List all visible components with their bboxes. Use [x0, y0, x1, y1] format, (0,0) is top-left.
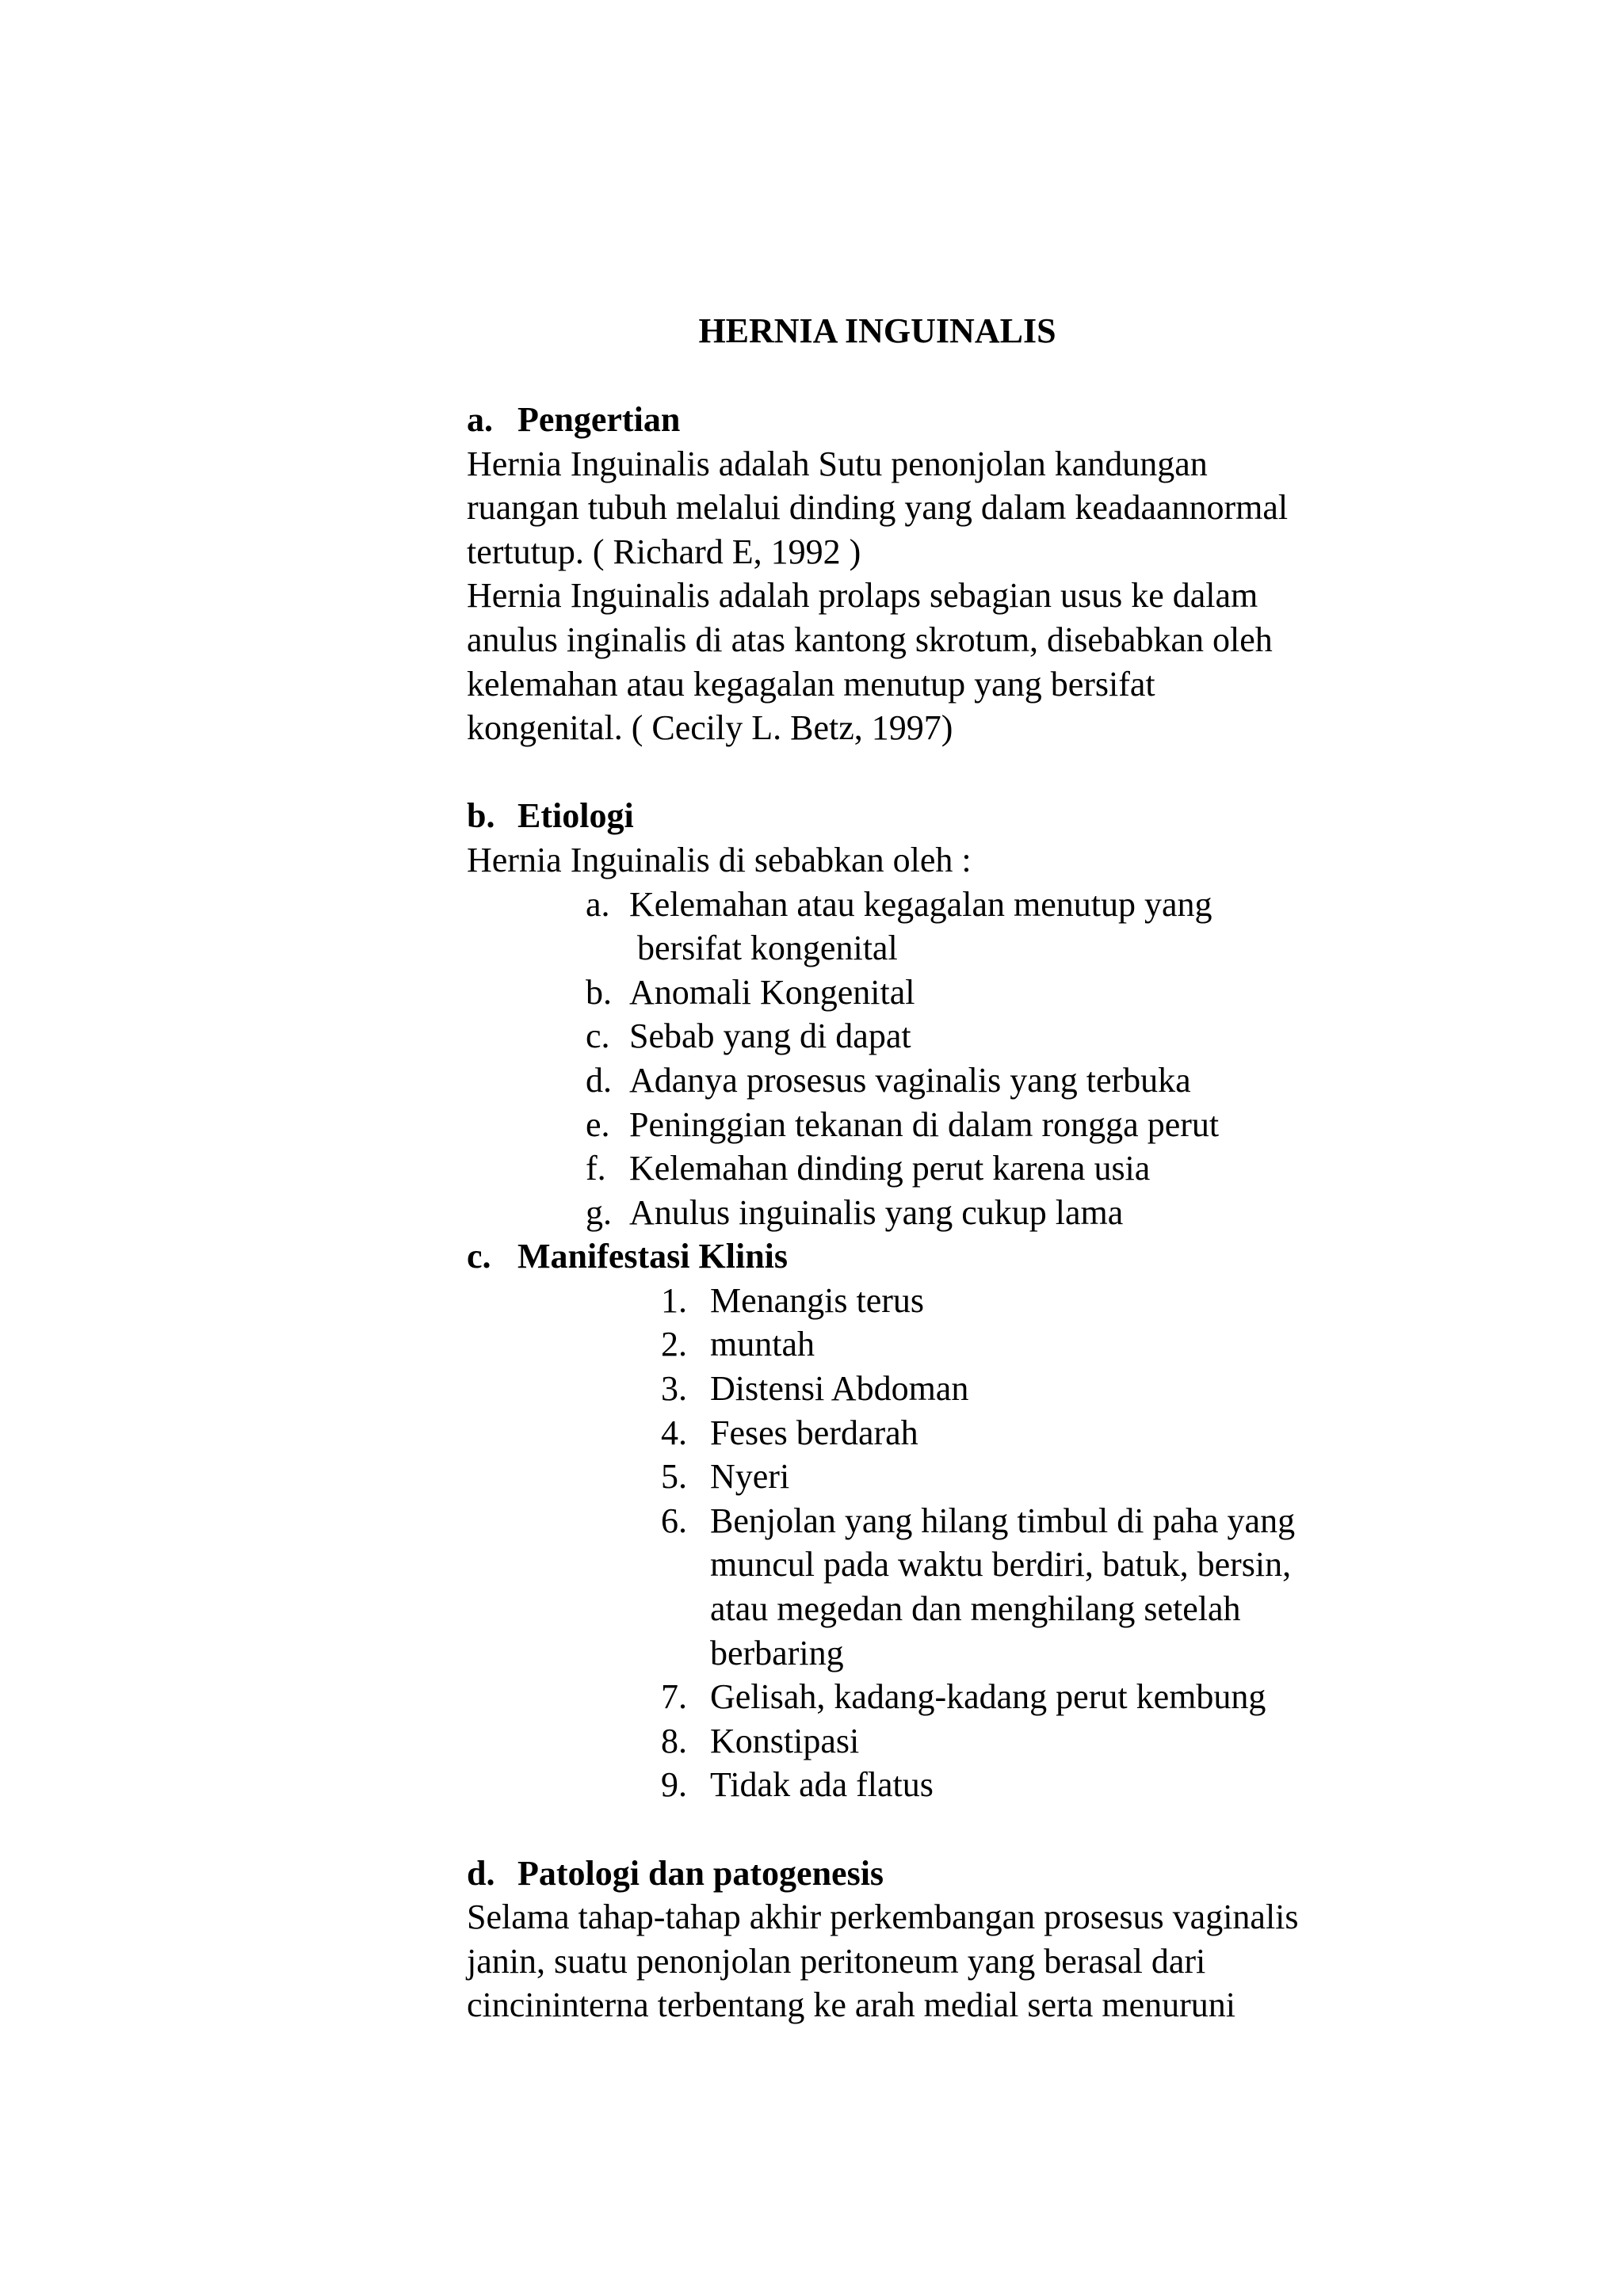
- list-marker: 4.: [661, 1413, 687, 1452]
- list-item: [467, 1322, 1418, 1367]
- list-marker: 6.: [661, 1501, 687, 1540]
- list-item-text: Feses berdarah: [710, 1413, 918, 1452]
- section-heading-text: Patologi dan patogenesis: [517, 1853, 884, 1893]
- list-item-continuation: berbaring: [710, 1633, 844, 1672]
- list-marker: 8.: [661, 1721, 687, 1760]
- section-heading-pengertian: [467, 398, 1418, 442]
- section-heading-patologi: [467, 1852, 1418, 1896]
- list-item-text: Nyeri: [710, 1457, 790, 1497]
- list-marker: 7.: [661, 1677, 687, 1717]
- list-marker: 2.: [661, 1325, 687, 1364]
- list-item: [467, 883, 1418, 927]
- section-marker: a.: [467, 400, 493, 439]
- section-heading-text: Etiologi: [517, 796, 634, 836]
- list-item-text: Peninggian tekanan di dalam rongga perut: [629, 1104, 1220, 1144]
- section-heading-text: Pengertian: [517, 400, 681, 439]
- list-item: [467, 1279, 1418, 1323]
- list-item: [467, 1367, 1418, 1411]
- list-marker: g.: [586, 1192, 612, 1232]
- paragraph-line: anulus inginalis di atas kantong skrotum, disebabkan oleh: [467, 620, 1273, 659]
- paragraph-line: Hernia Inguinalis di sebabkan oleh :: [467, 840, 972, 879]
- paragraph-line: ruangan tubuh melalui dinding yang dalam keadaannormal: [467, 488, 1289, 528]
- section-heading-manifestasi-klinis: [467, 1234, 1418, 1279]
- paragraph-line: tertutup. ( Richard E, 1992 ): [467, 532, 861, 571]
- list-item: [467, 1455, 1418, 1499]
- paragraph-line: kelemahan atau kegagalan menutup yang bersifat: [467, 664, 1155, 704]
- list-item: [467, 1191, 1418, 1235]
- document-title: HERNIA INGUINALIS: [698, 311, 1056, 350]
- list-item-text: Gelisah, kadang-kadang perut kembung: [710, 1677, 1266, 1717]
- list-item-text: Adanya prosesus vaginalis yang terbuka: [629, 1060, 1191, 1100]
- list-marker: d.: [586, 1060, 612, 1100]
- list-item-text: Kelemahan dinding perut karena usia: [629, 1149, 1151, 1188]
- list-marker: 1.: [661, 1280, 687, 1320]
- paragraph-line: janin, suatu penonjolan peritoneum yang berasal dari: [467, 1941, 1206, 1981]
- manifestasi-list: [467, 1279, 1418, 1807]
- list-marker: 3.: [661, 1369, 687, 1409]
- list-item-text: Anomali Kongenital: [629, 972, 915, 1012]
- list-item-text: Anulus inguinalis yang cukup lama: [629, 1192, 1124, 1232]
- paragraph-line: Hernia Inguinalis adalah Sutu penonjolan kandungan: [467, 444, 1208, 483]
- list-item-continuation: bersifat kongenital: [637, 929, 898, 968]
- list-item: [467, 1719, 1418, 1764]
- list-marker: e.: [586, 1104, 610, 1144]
- list-item-text: Menangis terus: [710, 1280, 925, 1320]
- section-marker: b.: [467, 796, 495, 836]
- paragraph-line: Hernia Inguinalis adalah prolaps sebagian usus ke dalam: [467, 576, 1258, 616]
- document-body: [467, 398, 1418, 2027]
- list-item-text: Benjolan yang hilang timbul di paha yang: [710, 1501, 1296, 1540]
- list-item: [467, 1146, 1418, 1191]
- spacer: [467, 1807, 1418, 1852]
- list-item: [467, 1058, 1418, 1103]
- list-item: [467, 1763, 1418, 1807]
- list-item-text: Tidak ada flatus: [710, 1765, 934, 1805]
- list-item: [467, 1411, 1418, 1455]
- list-item-text: Konstipasi: [710, 1721, 860, 1760]
- list-marker: 9.: [661, 1765, 687, 1805]
- paragraph-line: Selama tahap-tahap akhir perkembangan prosesus vaginalis: [467, 1897, 1299, 1937]
- list-item-text: Distensi Abdoman: [710, 1369, 969, 1409]
- section-marker: c.: [467, 1237, 491, 1276]
- list-item-text: Kelemahan atau kegagalan menutup yang: [629, 884, 1212, 924]
- list-marker: a.: [586, 884, 610, 924]
- list-item: [467, 971, 1418, 1015]
- list-item-text: muntah: [710, 1325, 815, 1364]
- list-item-continuation: atau megedan dan menghilang setelah: [710, 1589, 1241, 1629]
- list-marker: f.: [586, 1149, 606, 1188]
- paragraph-line: cincininterna terbentang ke arah medial serta menuruni: [467, 1985, 1236, 2025]
- spacer: [467, 750, 1418, 795]
- section-heading-text: Manifestasi Klinis: [517, 1237, 789, 1276]
- list-item: [467, 1014, 1418, 1058]
- list-item: [467, 1675, 1418, 1719]
- list-item: [467, 1499, 1418, 1543]
- list-marker: c.: [586, 1016, 610, 1056]
- section-heading-etiologi: [467, 794, 1418, 838]
- section-marker: d.: [467, 1853, 495, 1893]
- list-marker: 5.: [661, 1457, 687, 1497]
- paragraph-line: kongenital. ( Cecily L. Betz, 1997): [467, 708, 953, 748]
- etiologi-list: [467, 883, 1418, 1235]
- list-item-continuation: muncul pada waktu berdiri, batuk, bersin,: [710, 1545, 1292, 1585]
- list-marker: b.: [586, 972, 612, 1012]
- list-item-text: Sebab yang di dapat: [629, 1016, 911, 1056]
- list-item: [467, 1103, 1418, 1147]
